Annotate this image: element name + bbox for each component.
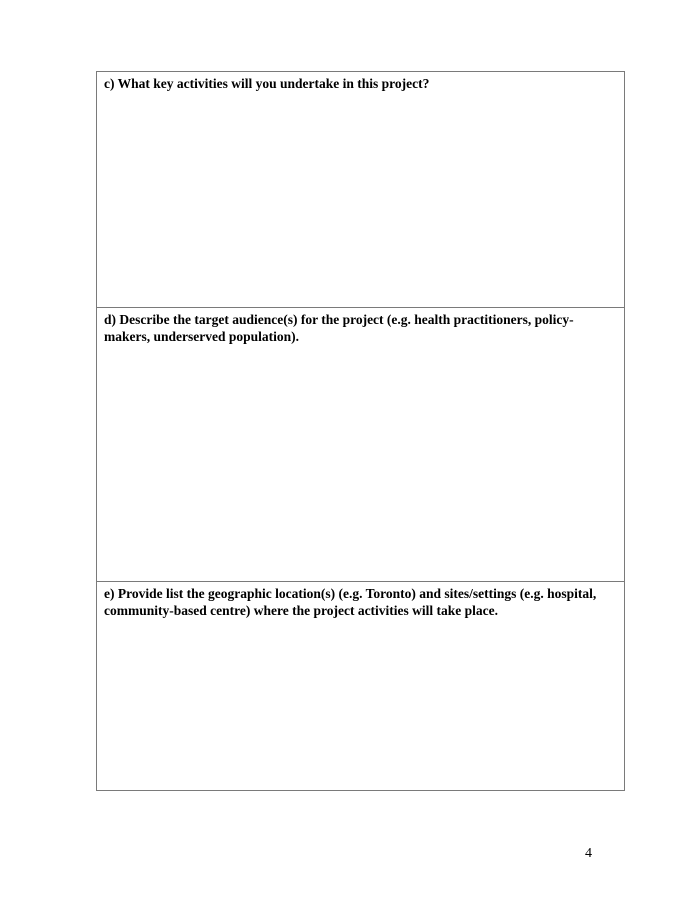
question-e-label: e) Provide list the geographic location(s) (e.g. Toronto) and sites/settings (e.g. hospital, community-based centre) where the project activities will take place. xyxy=(104,586,597,618)
form-table xyxy=(96,71,625,791)
question-row-d xyxy=(97,308,624,582)
question-d-label: d) Describe the target audience(s) for the project (e.g. health practitioners, policy-makers, underserved population). xyxy=(104,312,574,344)
question-row-e xyxy=(97,582,624,790)
question-c-label: c) What key activities will you undertake in this project? xyxy=(104,76,430,91)
answer-area-c[interactable] xyxy=(104,92,618,300)
page-number: 4 xyxy=(585,846,592,861)
answer-area-e[interactable] xyxy=(104,619,618,800)
answer-area-d[interactable] xyxy=(104,345,618,591)
question-row-c xyxy=(97,72,624,308)
